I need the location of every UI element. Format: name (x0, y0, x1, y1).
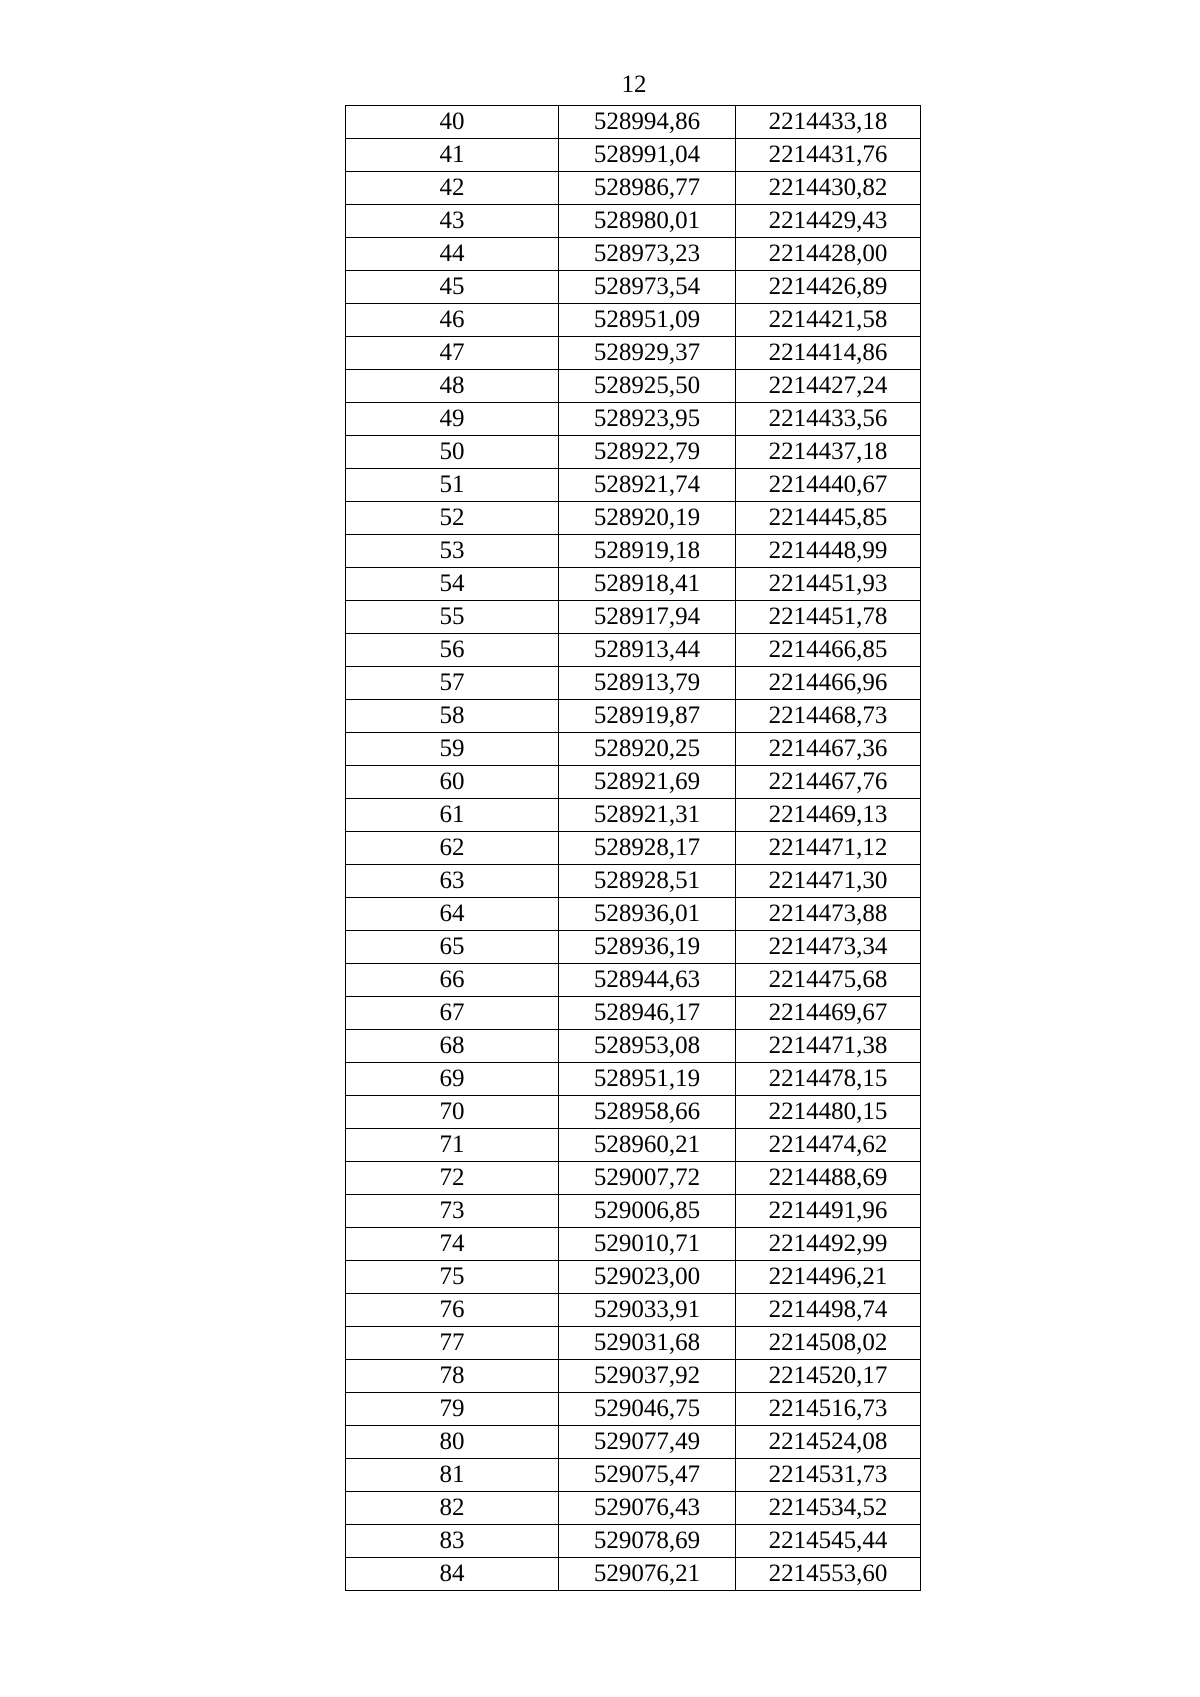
table-row (346, 1492, 921, 1525)
x-coordinate-cell: 529037,92 (559, 1360, 736, 1393)
y-coordinate-cell: 2214469,13 (736, 799, 921, 832)
x-coordinate-cell: 529010,71 (559, 1228, 736, 1261)
x-coordinate-cell: 528921,74 (559, 469, 736, 502)
table-row (346, 1558, 921, 1591)
y-coordinate-cell: 2214467,76 (736, 766, 921, 799)
y-coordinate-cell: 2214468,73 (736, 700, 921, 733)
table-row (346, 535, 921, 568)
x-coordinate-cell: 528921,31 (559, 799, 736, 832)
x-coordinate-cell: 528928,51 (559, 865, 736, 898)
table-row (346, 865, 921, 898)
x-coordinate-cell: 529076,21 (559, 1558, 736, 1591)
table-row (346, 205, 921, 238)
x-coordinate-cell: 528946,17 (559, 997, 736, 1030)
point-number-cell: 50 (346, 436, 559, 469)
y-coordinate-cell: 2214508,02 (736, 1327, 921, 1360)
y-coordinate-cell: 2214492,99 (736, 1228, 921, 1261)
x-coordinate-cell: 528953,08 (559, 1030, 736, 1063)
y-coordinate-cell: 2214467,36 (736, 733, 921, 766)
y-coordinate-cell: 2214480,15 (736, 1096, 921, 1129)
x-coordinate-cell: 529006,85 (559, 1195, 736, 1228)
table-row (346, 1327, 921, 1360)
y-coordinate-cell: 2214451,78 (736, 601, 921, 634)
point-number-cell: 45 (346, 271, 559, 304)
y-coordinate-cell: 2214440,67 (736, 469, 921, 502)
x-coordinate-cell: 529023,00 (559, 1261, 736, 1294)
y-coordinate-cell: 2214433,18 (736, 106, 921, 139)
point-number-cell: 41 (346, 139, 559, 172)
y-coordinate-cell: 2214516,73 (736, 1393, 921, 1426)
coordinates-table (345, 105, 921, 1591)
point-number-cell: 75 (346, 1261, 559, 1294)
y-coordinate-cell: 2214451,93 (736, 568, 921, 601)
point-number-cell: 84 (346, 1558, 559, 1591)
point-number-cell: 55 (346, 601, 559, 634)
y-coordinate-cell: 2214466,96 (736, 667, 921, 700)
x-coordinate-cell: 528920,19 (559, 502, 736, 535)
point-number-cell: 80 (346, 1426, 559, 1459)
table-row (346, 931, 921, 964)
table-row (346, 304, 921, 337)
y-coordinate-cell: 2214471,12 (736, 832, 921, 865)
y-coordinate-cell: 2214520,17 (736, 1360, 921, 1393)
y-coordinate-cell: 2214421,58 (736, 304, 921, 337)
x-coordinate-cell: 528951,19 (559, 1063, 736, 1096)
x-coordinate-cell: 528917,94 (559, 601, 736, 634)
x-coordinate-cell: 529031,68 (559, 1327, 736, 1360)
table-row (346, 469, 921, 502)
y-coordinate-cell: 2214534,52 (736, 1492, 921, 1525)
point-number-cell: 74 (346, 1228, 559, 1261)
x-coordinate-cell: 528958,66 (559, 1096, 736, 1129)
point-number-cell: 46 (346, 304, 559, 337)
y-coordinate-cell: 2214475,68 (736, 964, 921, 997)
table-row (346, 106, 921, 139)
table-row (346, 997, 921, 1030)
table-row (346, 601, 921, 634)
y-coordinate-cell: 2214474,62 (736, 1129, 921, 1162)
table-row (346, 1261, 921, 1294)
table-row (346, 337, 921, 370)
x-coordinate-cell: 528986,77 (559, 172, 736, 205)
y-coordinate-cell: 2214473,88 (736, 898, 921, 931)
point-number-cell: 71 (346, 1129, 559, 1162)
y-coordinate-cell: 2214488,69 (736, 1162, 921, 1195)
point-number-cell: 78 (346, 1360, 559, 1393)
table-row (346, 898, 921, 931)
y-coordinate-cell: 2214429,43 (736, 205, 921, 238)
x-coordinate-cell: 528973,23 (559, 238, 736, 271)
x-coordinate-cell: 529046,75 (559, 1393, 736, 1426)
x-coordinate-cell: 528919,18 (559, 535, 736, 568)
x-coordinate-cell: 528919,87 (559, 700, 736, 733)
x-coordinate-cell: 528994,86 (559, 106, 736, 139)
point-number-cell: 40 (346, 106, 559, 139)
table-row (346, 1096, 921, 1129)
point-number-cell: 69 (346, 1063, 559, 1096)
point-number-cell: 56 (346, 634, 559, 667)
table-row (346, 139, 921, 172)
table-row (346, 733, 921, 766)
point-number-cell: 44 (346, 238, 559, 271)
coordinates-table-body (346, 106, 921, 1591)
y-coordinate-cell: 2214469,67 (736, 997, 921, 1030)
y-coordinate-cell: 2214430,82 (736, 172, 921, 205)
table-row (346, 370, 921, 403)
y-coordinate-cell: 2214531,73 (736, 1459, 921, 1492)
x-coordinate-cell: 528920,25 (559, 733, 736, 766)
point-number-cell: 77 (346, 1327, 559, 1360)
x-coordinate-cell: 528980,01 (559, 205, 736, 238)
x-coordinate-cell: 528973,54 (559, 271, 736, 304)
point-number-cell: 81 (346, 1459, 559, 1492)
point-number-cell: 57 (346, 667, 559, 700)
point-number-cell: 43 (346, 205, 559, 238)
point-number-cell: 61 (346, 799, 559, 832)
point-number-cell: 53 (346, 535, 559, 568)
point-number-cell: 67 (346, 997, 559, 1030)
x-coordinate-cell: 528925,50 (559, 370, 736, 403)
y-coordinate-cell: 2214545,44 (736, 1525, 921, 1558)
point-number-cell: 51 (346, 469, 559, 502)
point-number-cell: 83 (346, 1525, 559, 1558)
point-number-cell: 42 (346, 172, 559, 205)
x-coordinate-cell: 528913,44 (559, 634, 736, 667)
table-row (346, 1393, 921, 1426)
point-number-cell: 59 (346, 733, 559, 766)
y-coordinate-cell: 2214433,56 (736, 403, 921, 436)
table-row (346, 964, 921, 997)
table-row (346, 238, 921, 271)
point-number-cell: 58 (346, 700, 559, 733)
y-coordinate-cell: 2214496,21 (736, 1261, 921, 1294)
x-coordinate-cell: 528929,37 (559, 337, 736, 370)
y-coordinate-cell: 2214414,86 (736, 337, 921, 370)
y-coordinate-cell: 2214426,89 (736, 271, 921, 304)
y-coordinate-cell: 2214553,60 (736, 1558, 921, 1591)
point-number-cell: 48 (346, 370, 559, 403)
x-coordinate-cell: 528921,69 (559, 766, 736, 799)
y-coordinate-cell: 2214437,18 (736, 436, 921, 469)
table-row (346, 634, 921, 667)
point-number-cell: 54 (346, 568, 559, 601)
x-coordinate-cell: 529007,72 (559, 1162, 736, 1195)
table-row (346, 1063, 921, 1096)
y-coordinate-cell: 2214471,38 (736, 1030, 921, 1063)
table-row (346, 436, 921, 469)
table-row (346, 502, 921, 535)
y-coordinate-cell: 2214428,00 (736, 238, 921, 271)
y-coordinate-cell: 2214466,85 (736, 634, 921, 667)
x-coordinate-cell: 528918,41 (559, 568, 736, 601)
point-number-cell: 49 (346, 403, 559, 436)
point-number-cell: 76 (346, 1294, 559, 1327)
x-coordinate-cell: 529033,91 (559, 1294, 736, 1327)
point-number-cell: 65 (346, 931, 559, 964)
point-number-cell: 72 (346, 1162, 559, 1195)
table-row (346, 1162, 921, 1195)
table-row (346, 667, 921, 700)
table-row (346, 1129, 921, 1162)
table-row (346, 1360, 921, 1393)
table-row (346, 1459, 921, 1492)
y-coordinate-cell: 2214427,24 (736, 370, 921, 403)
y-coordinate-cell: 2214448,99 (736, 535, 921, 568)
point-number-cell: 63 (346, 865, 559, 898)
x-coordinate-cell: 529078,69 (559, 1525, 736, 1558)
page-number: 12 (621, 71, 647, 98)
table-row (346, 832, 921, 865)
point-number-cell: 73 (346, 1195, 559, 1228)
table-row (346, 766, 921, 799)
x-coordinate-cell: 529076,43 (559, 1492, 736, 1525)
y-coordinate-cell: 2214524,08 (736, 1426, 921, 1459)
table-row (346, 568, 921, 601)
point-number-cell: 70 (346, 1096, 559, 1129)
x-coordinate-cell: 528913,79 (559, 667, 736, 700)
point-number-cell: 62 (346, 832, 559, 865)
point-number-cell: 82 (346, 1492, 559, 1525)
table-row (346, 1195, 921, 1228)
table-row (346, 1228, 921, 1261)
y-coordinate-cell: 2214491,96 (736, 1195, 921, 1228)
y-coordinate-cell: 2214471,30 (736, 865, 921, 898)
table-row (346, 700, 921, 733)
point-number-cell: 60 (346, 766, 559, 799)
table-row (346, 271, 921, 304)
x-coordinate-cell: 528951,09 (559, 304, 736, 337)
x-coordinate-cell: 528944,63 (559, 964, 736, 997)
table-row (346, 172, 921, 205)
x-coordinate-cell: 529077,49 (559, 1426, 736, 1459)
y-coordinate-cell: 2214445,85 (736, 502, 921, 535)
point-number-cell: 64 (346, 898, 559, 931)
point-number-cell: 47 (346, 337, 559, 370)
point-number-cell: 52 (346, 502, 559, 535)
point-number-cell: 66 (346, 964, 559, 997)
x-coordinate-cell: 528960,21 (559, 1129, 736, 1162)
y-coordinate-cell: 2214431,76 (736, 139, 921, 172)
y-coordinate-cell: 2214498,74 (736, 1294, 921, 1327)
x-coordinate-cell: 528923,95 (559, 403, 736, 436)
table-row (346, 1426, 921, 1459)
point-number-cell: 68 (346, 1030, 559, 1063)
x-coordinate-cell: 528922,79 (559, 436, 736, 469)
point-number-cell: 79 (346, 1393, 559, 1426)
y-coordinate-cell: 2214478,15 (736, 1063, 921, 1096)
x-coordinate-cell: 528936,19 (559, 931, 736, 964)
x-coordinate-cell: 528936,01 (559, 898, 736, 931)
table-row (346, 1294, 921, 1327)
table-row (346, 403, 921, 436)
x-coordinate-cell: 528991,04 (559, 139, 736, 172)
x-coordinate-cell: 529075,47 (559, 1459, 736, 1492)
x-coordinate-cell: 528928,17 (559, 832, 736, 865)
table-row (346, 1525, 921, 1558)
y-coordinate-cell: 2214473,34 (736, 931, 921, 964)
table-row (346, 799, 921, 832)
table-row (346, 1030, 921, 1063)
